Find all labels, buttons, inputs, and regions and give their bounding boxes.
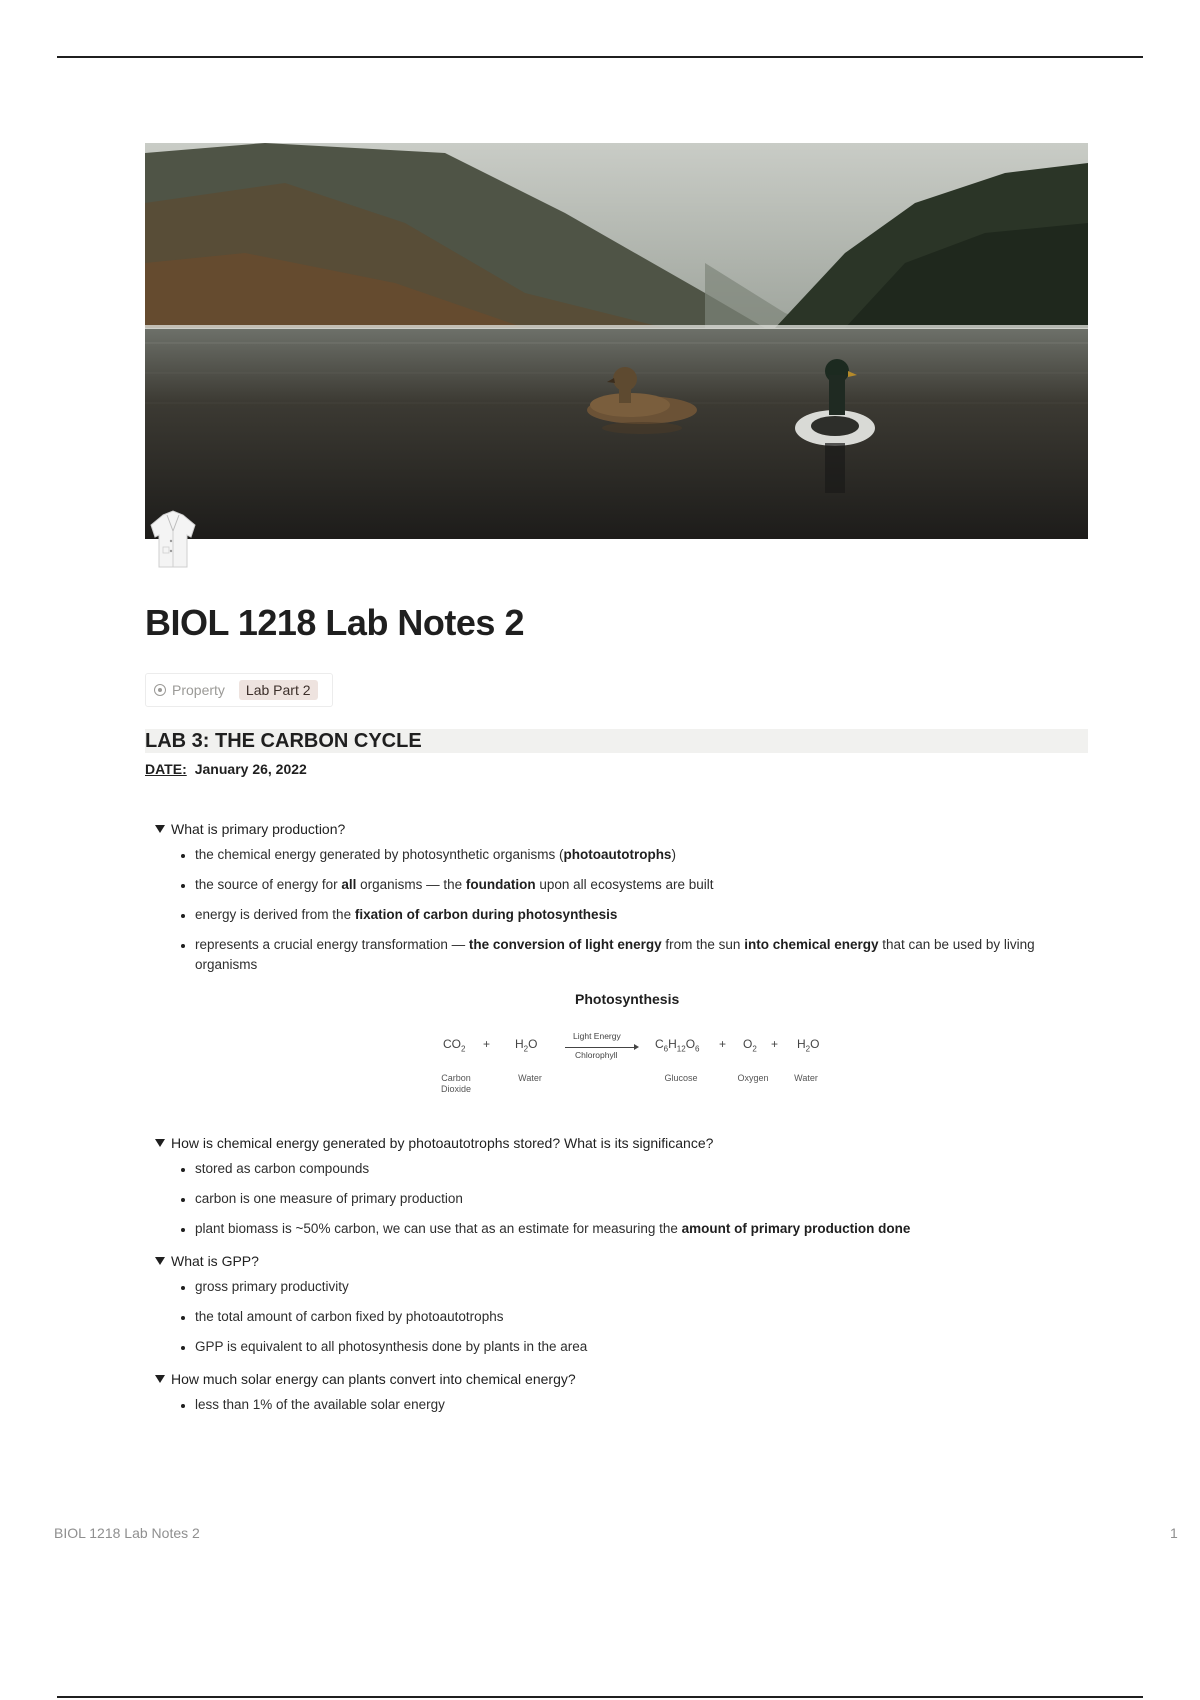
label-water-1: Water — [518, 1073, 542, 1083]
list-item: the source of energy for all organisms — the foundation upon all ecosystems are built — [181, 875, 1088, 895]
product-o2: $O_2$ — [743, 1037, 757, 1054]
plus-sign-3: + — [771, 1037, 779, 1051]
date-value: January 26, 2022 — [194, 761, 307, 777]
product-glucose: $C_6H_{12}O_6$ — [655, 1037, 700, 1054]
property-tag[interactable]: Lab Part 2 — [239, 680, 318, 700]
arrow-label-top: Light Energy — [573, 1031, 621, 1041]
toggle-primary-production[interactable] — [155, 817, 1088, 975]
toggle-list — [155, 1277, 1088, 1357]
top-rule — [57, 56, 1143, 58]
list-item: plant biomass is ~50% carbon, we can use that as an estimate for measuring the amount of primary production done — [181, 1219, 1088, 1239]
section-heading: LAB 3: THE CARBON CYCLE — [145, 729, 1088, 753]
label-oxygen: Oxygen — [737, 1073, 769, 1083]
toggle-solar-energy[interactable] — [155, 1367, 1088, 1415]
property-row[interactable] — [145, 673, 333, 707]
plus-sign-1: + — [483, 1037, 491, 1051]
plus-sign-2: + — [719, 1037, 727, 1051]
toggle-energy-storage[interactable] — [155, 1131, 1088, 1239]
reaction-arrow — [565, 1047, 635, 1048]
list-item: GPP is equivalent to all photosynthesis done by plants in the area — [181, 1337, 1088, 1357]
cover-image[interactable] — [145, 143, 1088, 539]
date-line — [145, 761, 1088, 777]
toggle-triangle-icon[interactable] — [155, 1375, 165, 1383]
date-label: DATE: — [145, 761, 187, 777]
bottom-rule — [57, 1696, 1143, 1698]
toggle-gpp[interactable] — [155, 1249, 1088, 1357]
page-title[interactable]: BIOL 1218 Lab Notes 2 — [145, 602, 524, 643]
toggle-list — [155, 845, 1088, 975]
list-item: carbon is one measure of primary production — [181, 1189, 1088, 1209]
cover-landscape-illustration — [145, 143, 1088, 539]
reactant-co2: $CO_2$ — [443, 1037, 466, 1054]
label-carbon-dioxide: Carbon Dioxide — [440, 1073, 471, 1094]
list-item: represents a crucial energy transformation — the conversion of light energy from the sun into chemical energy that can be used by living organisms — [181, 935, 1088, 975]
list-item: less than 1% of the available solar energy — [181, 1395, 1088, 1415]
list-item: stored as carbon compounds — [181, 1159, 1088, 1179]
toggle-question[interactable]: How much solar energy can plants convert into chemical energy? — [155, 1367, 1088, 1391]
toggle-triangle-icon[interactable] — [155, 825, 165, 833]
list-item: the chemical energy generated by photosynthetic organisms (photoautotrophs) — [181, 845, 1088, 865]
toggle-triangle-icon[interactable] — [155, 1139, 165, 1147]
toggle-question[interactable]: How is chemical energy generated by photoautotrophs stored? What is its significance? — [155, 1131, 1088, 1155]
list-item: gross primary productivity — [181, 1277, 1088, 1297]
list-item: energy is derived from the fixation of carbon during photosynthesis — [181, 905, 1088, 925]
reactant-h2o: $H_2O$ — [515, 1037, 538, 1054]
label-water-2: Water — [794, 1073, 818, 1083]
footer-title: BIOL 1218 Lab Notes 2 — [54, 1525, 200, 1541]
label-glucose: Glucose — [664, 1073, 698, 1083]
diagram-title: Photosynthesis — [575, 991, 680, 1007]
list-item: the total amount of carbon fixed by photoautotrophs — [181, 1307, 1088, 1327]
toggle-question[interactable]: What is GPP? — [155, 1249, 1088, 1273]
arrow-label-bottom: Chlorophyll — [575, 1050, 618, 1060]
toggle-list — [155, 1159, 1088, 1239]
property-label: Property — [172, 682, 225, 698]
toggle-list — [155, 1395, 1088, 1415]
lab-coat-icon[interactable] — [145, 509, 201, 571]
photosynthesis-diagram — [145, 985, 1088, 1115]
notion-page — [145, 143, 1088, 1425]
footer-page-number: 1 — [1170, 1525, 1178, 1541]
toggle-question[interactable]: What is primary production? — [155, 817, 1088, 841]
property-icon — [154, 684, 166, 696]
property-name — [154, 682, 225, 698]
toggle-triangle-icon[interactable] — [155, 1257, 165, 1265]
product-h2o: $H_2O$ — [797, 1037, 820, 1054]
